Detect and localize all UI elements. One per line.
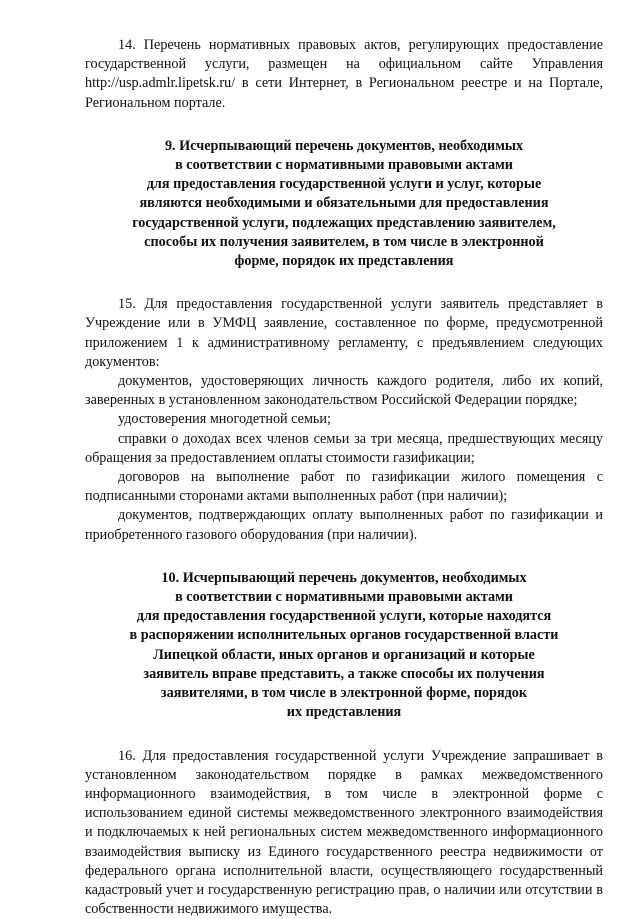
heading-line: государственной услуги, подлежащих представлению заявителем,	[85, 214, 603, 233]
heading-line: 10. Исчерпывающий перечень документов, необходимых	[85, 569, 603, 588]
heading-line: их представления	[85, 703, 603, 722]
heading-line: для предоставления государственной услуги и услуг, которые	[85, 175, 603, 194]
heading-line: в соответствии с нормативными правовыми актами	[85, 588, 603, 607]
heading-line: являются необходимыми и обязательными для предоставления	[85, 194, 603, 213]
heading-line: Липецкой области, иных органов и организаций и которые	[85, 646, 603, 665]
document-item: удостоверения многодетной семьи;	[85, 410, 603, 429]
section-9-heading	[85, 137, 603, 271]
paragraph-16: 16. Для предоставления государственной услуги Учреждение запрашивает в установленном законодательством порядке в рамках межведомственного информационного взаимодействия, в том числе в электронной форме с использованием единой системы межведомственного электронного взаимодействия и подключаемых к ней региональных систем межведомственного информационного взаимодействия выписку из Единого государственного реестра недвижимости от федерального органа исполнительной власти, осуществляющего государственный кадастровый учет и государственную регистрацию прав, о наличии или отсутствии в собственности недвижимого имущества.	[85, 747, 603, 919]
paragraph-14: 14. Перечень нормативных правовых актов, регулирующих предоставление государственной услуги, размещен на официальном сайте Управления http://usp.admlr.lipetsk.ru/ в сети Интернет, в Региональном реестре и на Портале, Региональном портале.	[85, 36, 603, 113]
heading-line: в соответствии с нормативными правовыми актами	[85, 156, 603, 175]
document-item: договоров на выполнение работ по газификации жилого помещения с подписанными сторонами актами выполненных работ (при наличии);	[85, 468, 603, 506]
heading-line: 9. Исчерпывающий перечень документов, необходимых	[85, 137, 603, 156]
document-item: справки о доходах всех членов семьи за три месяца, предшествующих месяцу обращения за предоставлением оплаты стоимости газификации;	[85, 430, 603, 468]
heading-line: заявитель вправе представить, а также способы их получения	[85, 665, 603, 684]
heading-line: заявителями, в том числе в электронной форме, порядок	[85, 684, 603, 703]
heading-line: способы их получения заявителем, в том числе в электронной	[85, 233, 603, 252]
paragraph-15: 15. Для предоставления государственной услуги заявитель представляет в Учреждение или в УМФЦ заявление, составленное по форме, предусмотренной приложением 1 к административному регламенту, с предъявлением следующих документов:	[85, 295, 603, 372]
heading-line: для предоставления государственной услуги, которые находятся	[85, 607, 603, 626]
heading-line: форме, порядок их представления	[85, 252, 603, 271]
document-item: документов, удостоверяющих личность каждого родителя, либо их копий, заверенных в установленном законодательством Российской Федерации порядке;	[85, 372, 603, 410]
document-item: документов, подтверждающих оплату выполненных работ по газификации и приобретенного газового оборудования (при наличии).	[85, 506, 603, 544]
section-10-heading	[85, 569, 603, 723]
heading-line: в распоряжении исполнительных органов государственной власти	[85, 626, 603, 645]
